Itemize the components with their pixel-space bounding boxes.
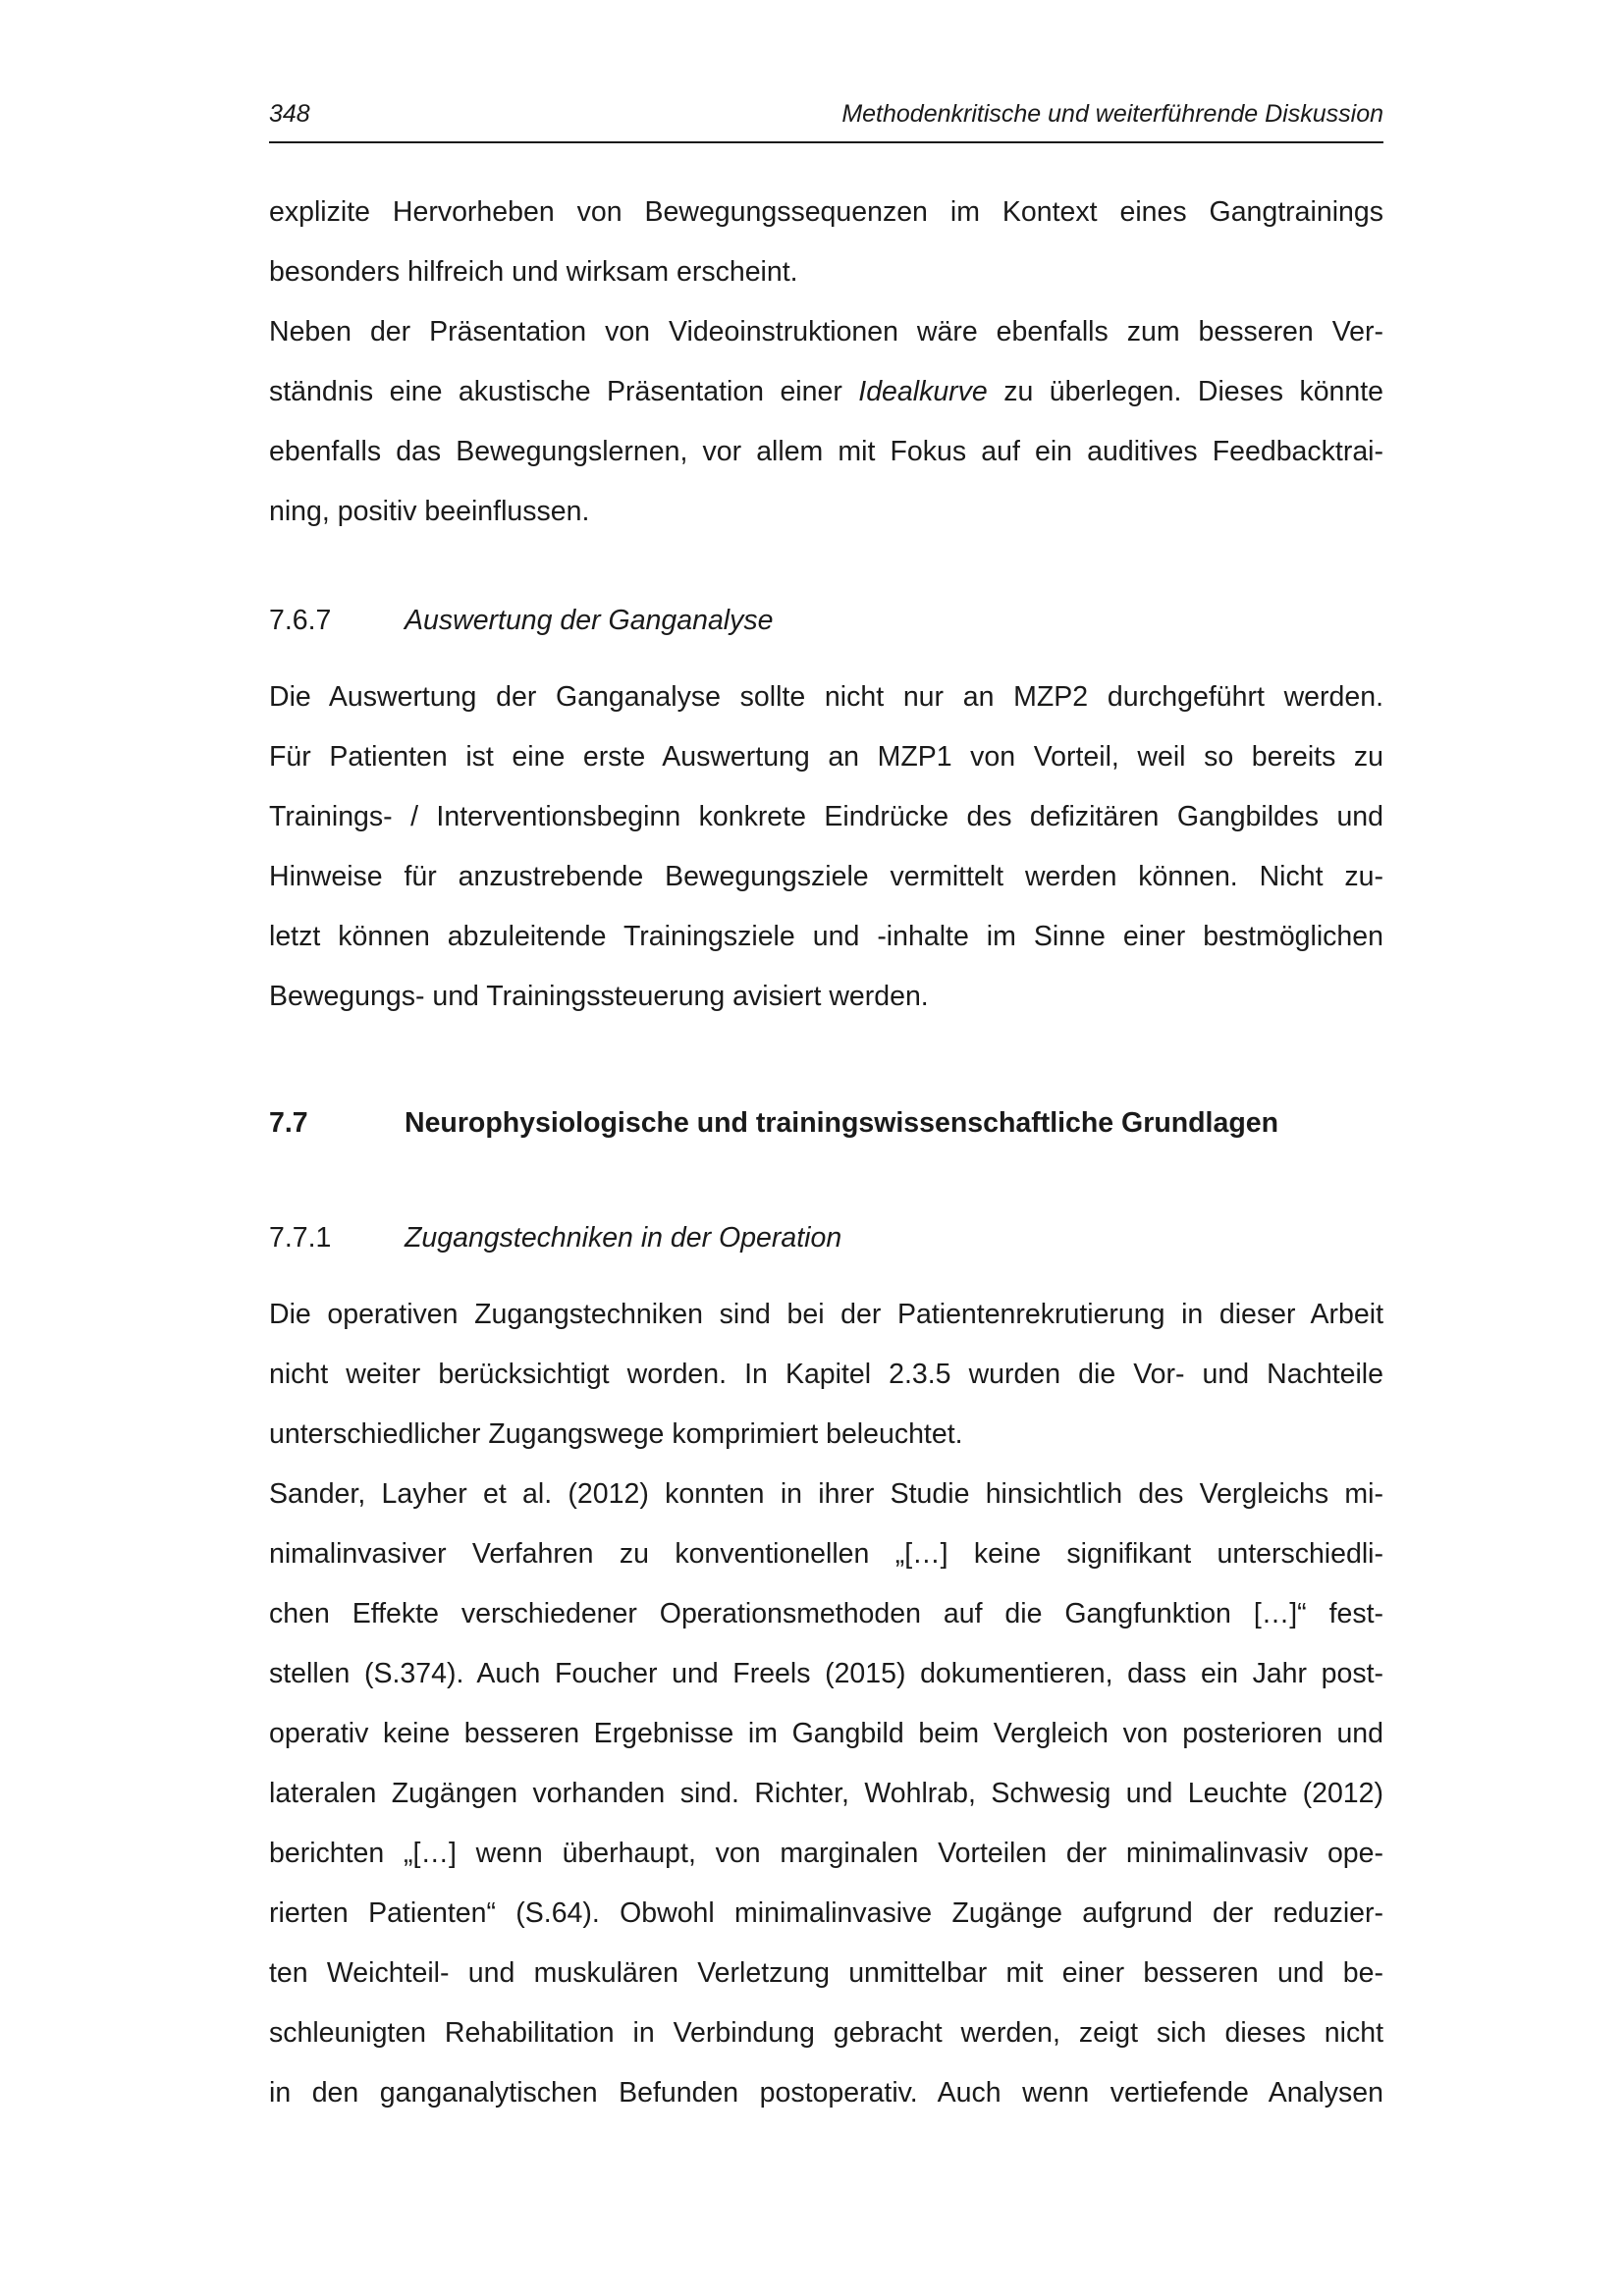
text-line: besonders hilfreich und wirksam erscheint.: [269, 256, 798, 288]
page-body: [269, 183, 1383, 2123]
text-line: Bewegungs- und Trainingssteuerung avisiert werden.: [269, 981, 929, 1012]
text-line: berichten „[…] wenn überhaupt, von marginalen Vorteilen der minimalinvasiv ope-: [269, 1838, 1383, 1869]
running-title: Methodenkritische und weiterführende Diskussion: [841, 100, 1383, 128]
chapter-number: 7.7: [269, 1107, 308, 1139]
chapter-title: Neurophysiologische und trainingswissenschaftliche Grundlagen: [405, 1107, 1278, 1139]
text-line: Für Patienten ist eine erste Auswertung an MZP1 von Vorteil, weil so bereits zu: [269, 741, 1383, 773]
section-number: 7.6.7: [269, 605, 332, 636]
text-line: Die Auswertung der Ganganalyse sollte nicht nur an MZP2 durchgeführt werden.: [269, 681, 1383, 713]
text-line: ebenfalls das Bewegungslernen, vor allem mit Fokus auf ein auditives Feedbacktrai-: [269, 436, 1383, 467]
page-header: [269, 96, 1383, 143]
text-line: ning, positiv beeinflussen.: [269, 496, 590, 527]
text-line: rierten Patienten“ (S.64). Obwohl minimalinvasive Zugänge aufgrund der reduzier-: [269, 1897, 1383, 1929]
text-line: Hinweise für anzustrebende Bewegungsziele vermittelt werden können. Nicht zu-: [269, 861, 1383, 892]
text-run: zu überlegen. Dieses könnte: [987, 376, 1384, 407]
section-title: Zugangstechniken in der Operation: [405, 1222, 842, 1254]
text-line: Die operativen Zugangstechniken sind bei der Patientenrekrutierung in dieser Arbeit: [269, 1299, 1383, 1330]
paragraph-zugangstechniken: [269, 1285, 1383, 1465]
text-line: unterschiedlicher Zugangswege komprimiert beleuchtet.: [269, 1418, 963, 1450]
text-line: ten Weichteil- und muskulären Verletzung unmittelbar mit einer besseren und be-: [269, 1957, 1383, 1989]
text-line: Neben der Präsentation von Videoinstruktionen wäre ebenfalls zum besseren Ver-: [269, 316, 1383, 347]
page-number: 348: [269, 100, 310, 128]
section-title: Auswertung der Ganganalyse: [405, 605, 774, 636]
text-line: letzt können abzuleitende Trainingsziele und -inhalte im Sinne einer bestmöglichen: [269, 921, 1383, 952]
emphasis-idealkurve: Idealkurve: [858, 376, 988, 407]
text-line: Trainings- / Interventionsbeginn konkrete Eindrücke des defizitären Gangbildes und: [269, 801, 1383, 832]
section-heading-7-7-1: [269, 1208, 1383, 1268]
section-number: 7.7.1: [269, 1222, 332, 1254]
paragraph-studien: [269, 1465, 1383, 2123]
text-run: ständnis eine akustische Präsentation einer: [269, 376, 859, 407]
chapter-heading-7-7: [269, 1094, 1383, 1153]
text-line: chen Effekte verschiedener Operationsmethoden auf die Gangfunktion […]“ fest-: [269, 1598, 1383, 1629]
section-heading-7-6-7: [269, 591, 1383, 651]
text-line: stellen (S.374). Auch Foucher und Freels (2015) dokumentieren, dass ein Jahr post-: [269, 1658, 1383, 1689]
paragraph-intro: [269, 183, 1383, 302]
paragraph-video-instructions: [269, 302, 1383, 542]
text-line: lateralen Zugängen vorhanden sind. Richter, Wohlrab, Schwesig und Leuchte (2012): [269, 1778, 1383, 1809]
text-line: [269, 362, 1383, 422]
text-line: Sander, Layher et al. (2012) konnten in ihrer Studie hinsichtlich des Vergleichs mi-: [269, 1478, 1383, 1510]
text-line: operativ keine besseren Ergebnisse im Gangbild beim Vergleich von posterioren und: [269, 1718, 1383, 1749]
text-line: nimalinvasiver Verfahren zu konventionellen „[…] keine signifikant unterschiedli-: [269, 1538, 1383, 1570]
text-line: schleunigten Rehabilitation in Verbindung gebracht werden, zeigt sich dieses nicht: [269, 2017, 1383, 2049]
text-line: nicht weiter berücksichtigt worden. In Kapitel 2.3.5 wurden die Vor- und Nachteile: [269, 1359, 1383, 1390]
text-line: in den ganganalytischen Befunden postoperativ. Auch wenn vertiefende Analysen: [269, 2077, 1383, 2109]
paragraph-ganganalyse: [269, 667, 1383, 1027]
text-line: explizite Hervorheben von Bewegungssequenzen im Kontext eines Gangtrainings: [269, 196, 1383, 228]
